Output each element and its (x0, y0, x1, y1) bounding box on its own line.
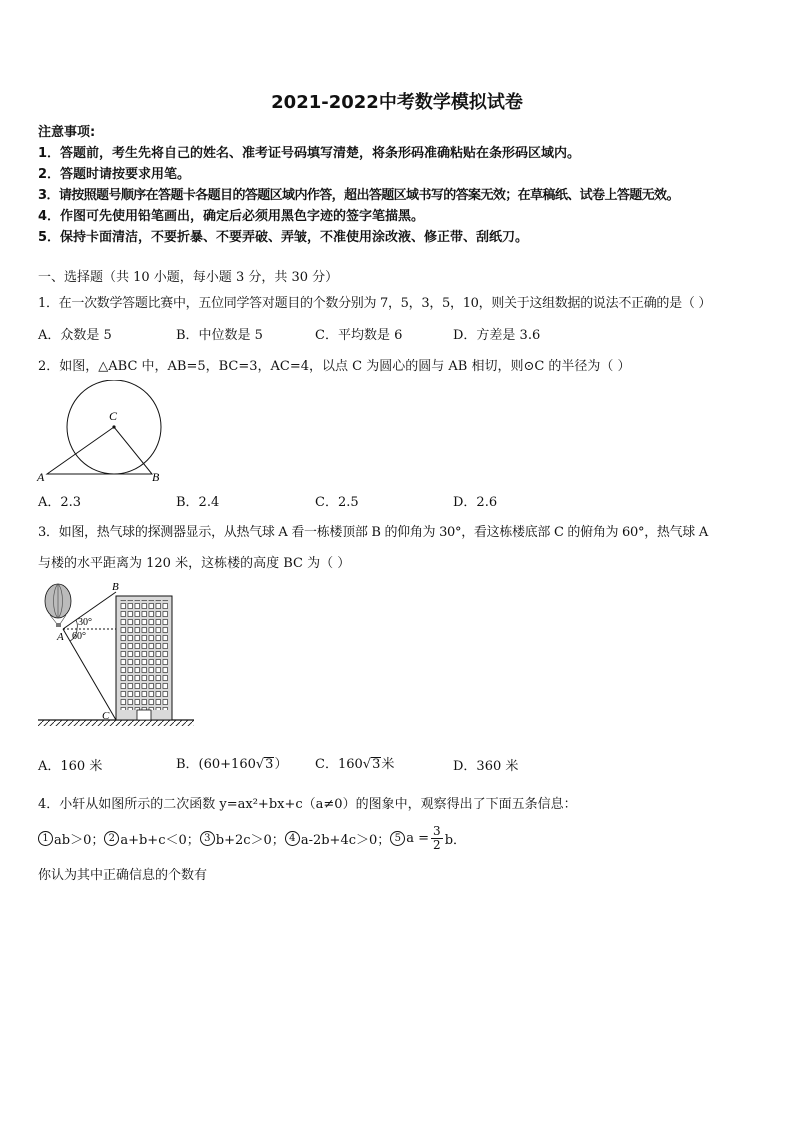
q2-option-c: C．2.5 (315, 495, 359, 510)
q3-option-b-pre: B．(60+160 (176, 757, 256, 772)
q3-option-b-post: ） (274, 757, 288, 772)
center-point (112, 425, 115, 428)
notice-item: 1．答题前，考生先将自己的姓名、准考证号码填写清楚，将条形码准确粘贴在条形码区域内。 (38, 146, 581, 161)
question-3-text: 3．如图，热气球的探测器显示，从热气球 A 看一栋楼顶部 B 的仰角为 30°，看这栋楼底部 C 的俯角为 60°，热气球 A (38, 525, 708, 540)
q4-info-list (38, 825, 466, 852)
angle-30: 30° (78, 617, 92, 628)
q3-option-c-post: 米 (381, 757, 395, 772)
fraction-denominator: 2 (433, 838, 441, 852)
q3-option-c (315, 753, 394, 772)
angle-60: 60° (72, 631, 86, 642)
q3-option-d: D．360 米 (453, 759, 519, 774)
sqrt-sign: √ (362, 757, 372, 772)
q1-option-d: D．方差是 3.6 (453, 328, 541, 343)
question-1-text: 1．在一次数学答题比赛中，五位同学答对题目的个数分别为 7，5，3，5，10，则关于这组数据的说法不正确的是（ ） (38, 296, 712, 311)
q4-info-item: a = (406, 831, 430, 846)
label-a: A (57, 631, 64, 643)
label-c: C (102, 710, 110, 722)
q1-option-a: A．众数是 5 (38, 328, 112, 343)
fraction-numerator: 3 (433, 824, 441, 838)
item-number: 1 (38, 831, 53, 846)
label-b: B (152, 470, 160, 484)
question-4-footer: 你认为其中正确信息的个数有 (38, 868, 208, 883)
q4-info-item: ab＞0； (54, 833, 105, 848)
q4-info-item: a-2b+4c＞0； (300, 833, 391, 848)
q3-building-figure (36, 578, 196, 730)
notice-item: 4．作图可先使用铅笔画出，确定后必须用黑色字迹的签字笔描黑。 (38, 209, 425, 224)
q3-option-a: A．160 米 (38, 759, 103, 774)
section-heading: 一、选择题（共 10 小题，每小题 3 分，共 30 分） (38, 270, 339, 285)
q4-info-item: a+b+c＜0； (120, 833, 200, 848)
q3-option-c-radicand: 3 (372, 757, 381, 772)
item-number: 5 (390, 831, 405, 846)
label-a: A (37, 470, 45, 484)
notice-item: 3．请按照题号顺序在答题卡各题目的答题区域内作答，超出答题区域书写的答案无效；在草稿纸、试卷上答题无效。 (38, 188, 679, 203)
item-number: 4 (285, 831, 300, 846)
q1-option-c: C．平均数是 6 (315, 328, 403, 343)
q2-option-a: A．2.3 (38, 495, 82, 510)
q2-circle-figure (34, 380, 174, 485)
q2-option-b: B．2.4 (176, 495, 220, 510)
sqrt-sign: √ (255, 757, 265, 772)
question-3-text-2: 与楼的水平距离为 120 米，这栋楼的高度 BC 为（ ） (38, 556, 351, 571)
question-2-text: 2．如图，△ABC 中，AB=5，BC=3，AC=4，以点 C 为圆心的圆与 AB 相切，则⊙C 的半径为（ ） (38, 359, 631, 374)
label-b: B (112, 581, 119, 593)
fraction (431, 825, 443, 852)
notice-heading: 注意事项: (38, 125, 96, 140)
q3-option-b-radicand: 3 (265, 757, 274, 772)
q4-info-tail: b． (444, 833, 467, 848)
q3-option-b (176, 753, 287, 772)
label-c: C (109, 409, 118, 423)
q2-option-d: D．2.6 (453, 495, 498, 510)
notice-item: 2．答题时请按要求用笔。 (38, 167, 191, 182)
item-number: 2 (104, 831, 119, 846)
q4-info-item: b+2c＞0； (215, 833, 285, 848)
triangle-abc (47, 427, 152, 474)
q3-option-c-pre: C．160 (315, 757, 363, 772)
question-4-text: 4．小轩从如图所示的二次函数 y=ax²+bx+c（a≠0）的图象中，观察得出了下面五条信息： (38, 797, 577, 812)
item-number: 3 (200, 831, 215, 846)
page-title: 2021-2022中考数学模拟试卷 (271, 92, 523, 113)
q1-option-b: B．中位数是 5 (176, 328, 263, 343)
notice-item: 5．保持卡面清洁，不要折暴、不要弄破、弄皱，不准使用涂改液、修正带、刮纸刀。 (38, 230, 529, 245)
